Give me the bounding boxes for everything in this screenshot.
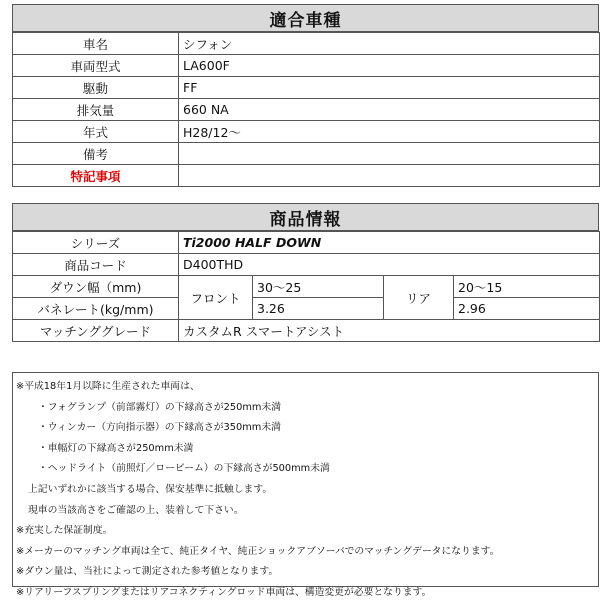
table-row bbox=[13, 121, 600, 143]
note-line: ・車幅灯の下縁高さが250mm未満 bbox=[38, 442, 194, 454]
note-line: ・ウィンカー（方向指示器）の下縁高さが350mm未満 bbox=[38, 422, 281, 434]
table-row bbox=[13, 143, 600, 165]
front-label: フロント bbox=[179, 276, 253, 320]
note-line: 現車の当該高さをご確認の上、装着して下さい。 bbox=[28, 504, 244, 516]
table-row bbox=[13, 77, 600, 99]
note-line: ※充実した保証制度。 bbox=[16, 525, 113, 537]
rear-label: リア bbox=[384, 276, 454, 320]
matching-grade-label: マッチンググレード bbox=[13, 320, 179, 342]
table-row bbox=[13, 276, 600, 298]
model-code-label: 車両型式 bbox=[13, 55, 179, 77]
car-name-label: 車名 bbox=[13, 33, 179, 55]
table-row bbox=[13, 55, 600, 77]
note-line: ・ヘッドライト（前照灯／ロービーム）の下縁高さが500mm未満 bbox=[38, 463, 330, 475]
table-row bbox=[13, 298, 600, 320]
car-name-value: シフォン bbox=[179, 33, 600, 55]
table-row bbox=[13, 232, 600, 254]
down-width-label: ダウン幅（mm) bbox=[13, 276, 179, 298]
series-label: シリーズ bbox=[13, 232, 179, 254]
table-row bbox=[13, 254, 600, 276]
displacement-label: 排気量 bbox=[13, 99, 179, 121]
special-notes-label: 特記事項 bbox=[13, 165, 179, 187]
matching-grade-value: カスタムR スマートアシスト bbox=[179, 320, 600, 342]
note-line: ※メーカーのマッチング車両は全て、純正タイヤ、純正ショックアブソーバでのマッチングデータになります。 bbox=[16, 545, 500, 557]
remarks-value bbox=[179, 143, 600, 165]
note-line: ※平成18年1月以降に生産された車両は、 bbox=[16, 381, 200, 392]
drive-label: 駆動 bbox=[13, 77, 179, 99]
product-table bbox=[12, 231, 600, 342]
product-section bbox=[12, 203, 599, 342]
vehicle-table bbox=[12, 32, 600, 187]
table-row bbox=[13, 99, 600, 121]
note-line: ※リアリーフスプリングまたはリアコネクティングロッド車両は、構造変更が必要となります。 bbox=[16, 586, 432, 598]
front-down-value: 30～25 bbox=[253, 276, 384, 298]
rear-rate-value: 2.96 bbox=[454, 298, 600, 320]
remarks-label: 備考 bbox=[13, 143, 179, 165]
product-code-label: 商品コード bbox=[13, 254, 179, 276]
vehicle-section-title: 適合車種 bbox=[12, 4, 599, 32]
drive-value: FF bbox=[179, 77, 600, 99]
note-line: 上記いずれかに該当する場合、保安基準に抵触します。 bbox=[28, 483, 273, 495]
product-section-title: 商品情報 bbox=[12, 203, 599, 231]
spring-rate-label: バネレート(kg/mm) bbox=[13, 298, 179, 320]
special-notes-value bbox=[179, 165, 600, 187]
note-line: ※ダウン量は、当社によって測定された参考値となります。 bbox=[16, 566, 279, 578]
table-row bbox=[13, 320, 600, 342]
series-value: Ti2000 HALF DOWN bbox=[179, 232, 600, 254]
product-code-value: D400THD bbox=[179, 254, 600, 276]
notes-box bbox=[12, 372, 599, 598]
table-row bbox=[13, 165, 600, 187]
displacement-value: 660 NA bbox=[179, 99, 600, 121]
vehicle-section bbox=[12, 4, 599, 187]
note-line: ・フォグランプ（前部霧灯）の下縁高さが250mm未満 bbox=[38, 401, 282, 413]
year-label: 年式 bbox=[13, 121, 179, 143]
year-value: H28/12～ bbox=[179, 121, 600, 143]
table-row bbox=[13, 33, 600, 55]
model-code-value: LA600F bbox=[179, 55, 600, 77]
rear-down-value: 20～15 bbox=[454, 276, 600, 298]
front-rate-value: 3.26 bbox=[253, 298, 384, 320]
